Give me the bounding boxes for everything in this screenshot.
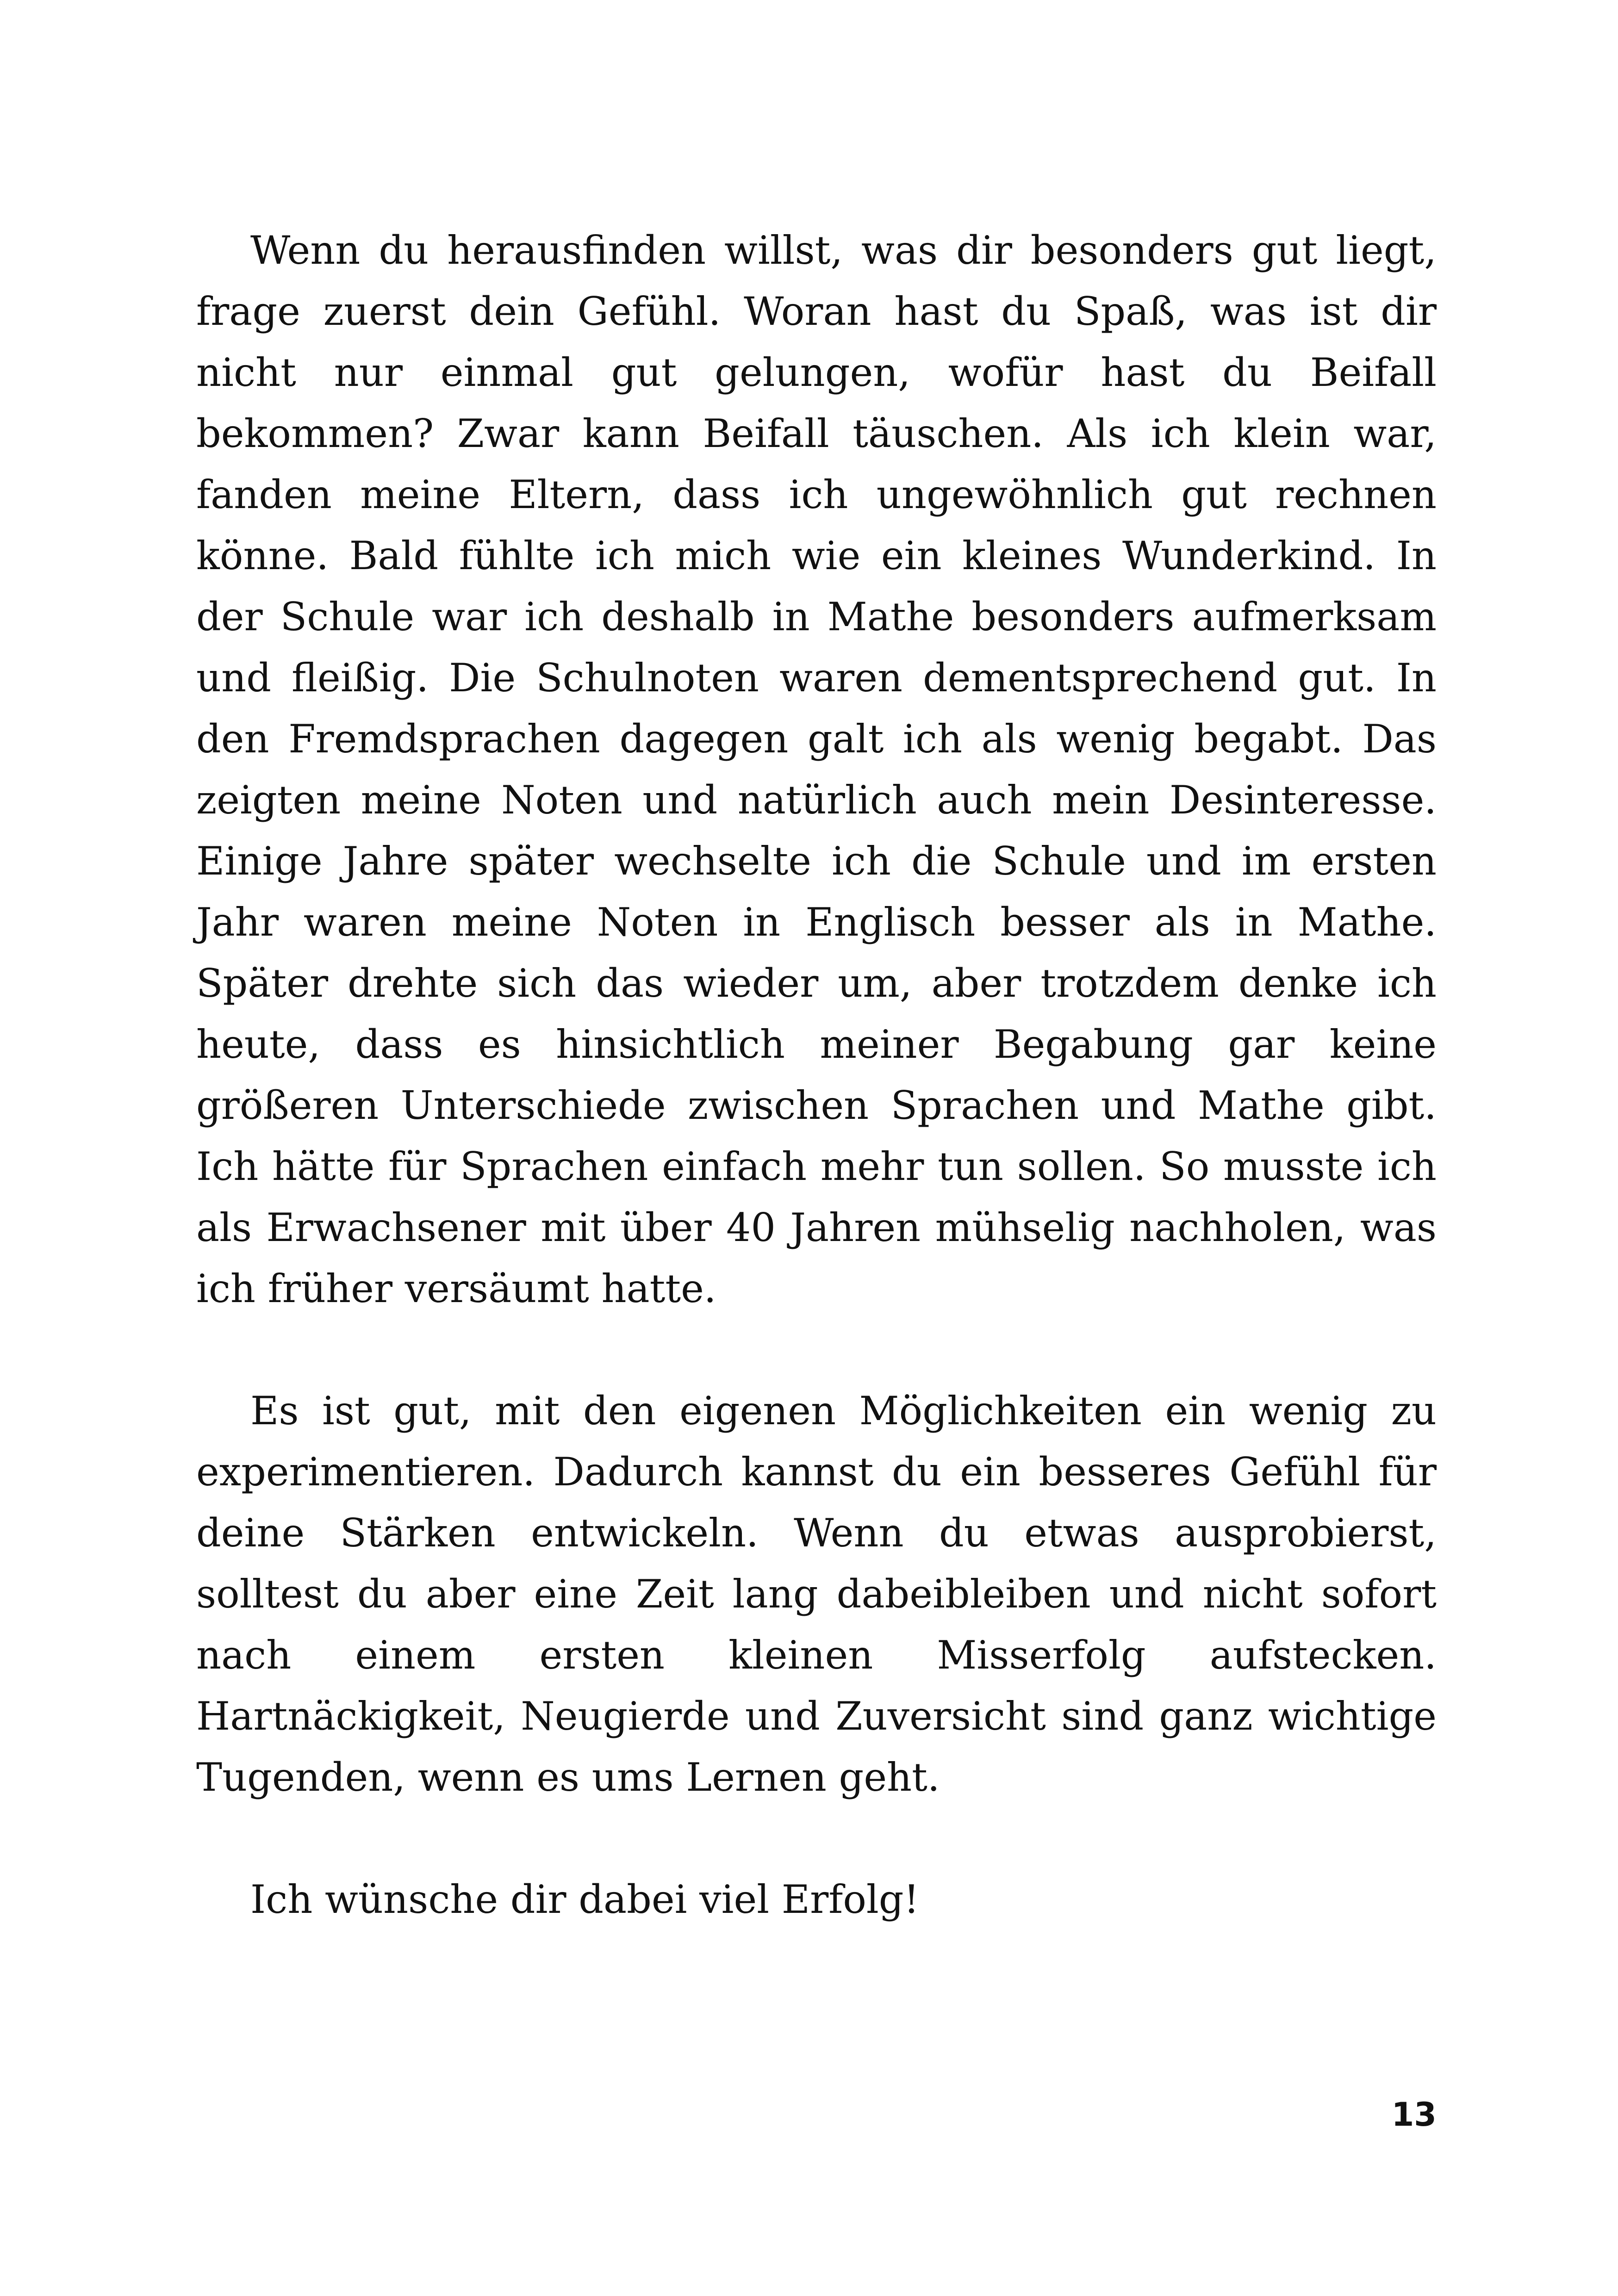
body-text bbox=[196, 220, 1437, 1930]
paragraph-1: Wenn du herausfinden willst, was dir besonders gut liegt, frage zuerst dein Gefühl. Woran hast du Spaß, was ist dir nicht nur einmal gut gelungen, wofür hast du Beifall bekommen? Zwar kann Beifall täuschen. Als ich klein war, fanden meine Eltern, dass ich ungewöhnlich gut rechnen könne. Bald fühlte ich mich wie ein kleines Wunderkind. In der Schule war ich deshalb in Mathe besonders aufmerksam und fleißig. Die Schulnoten waren dementsprechend gut. In den Fremdsprachen dagegen galt ich als wenig begabt. Das zeigten meine Noten und natürlich auch mein Desinteresse. Einige Jahre später wechselte ich die Schule und im ersten Jahr waren meine Noten in Englisch besser als in Mathe. Später drehte sich das wieder um, aber trotzdem denke ich heute, dass es hinsichtlich meiner Begabung gar keine größeren Unterschiede zwischen Sprachen und Mathe gibt. Ich hätte für Sprachen einfach mehr tun sollen. So musste ich als Erwachsener mit über 40 Jahren mühselig nachholen, was ich früher versäumt hatte. bbox=[196, 228, 1437, 1311]
paragraph-3: Ich wünsche dir dabei viel Erfolg! bbox=[250, 1877, 920, 1922]
page-number: 13 bbox=[1391, 2096, 1437, 2134]
paragraph-2: Es ist gut, mit den eigenen Möglichkeiten ein wenig zu experimentieren. Dadurch kannst du ein besseres Gefühl für deine Stärken entwickeln. Wenn du etwas ausprobierst, solltest du aber eine Zeit lang dabeibleiben und nicht sofort nach einem ersten kleinen Misserfolg aufstecken. Hartnäckigkeit, Neugierde und Zuversicht sind ganz wichtige Tugenden, wenn es ums Lernen geht. bbox=[196, 1388, 1437, 1800]
